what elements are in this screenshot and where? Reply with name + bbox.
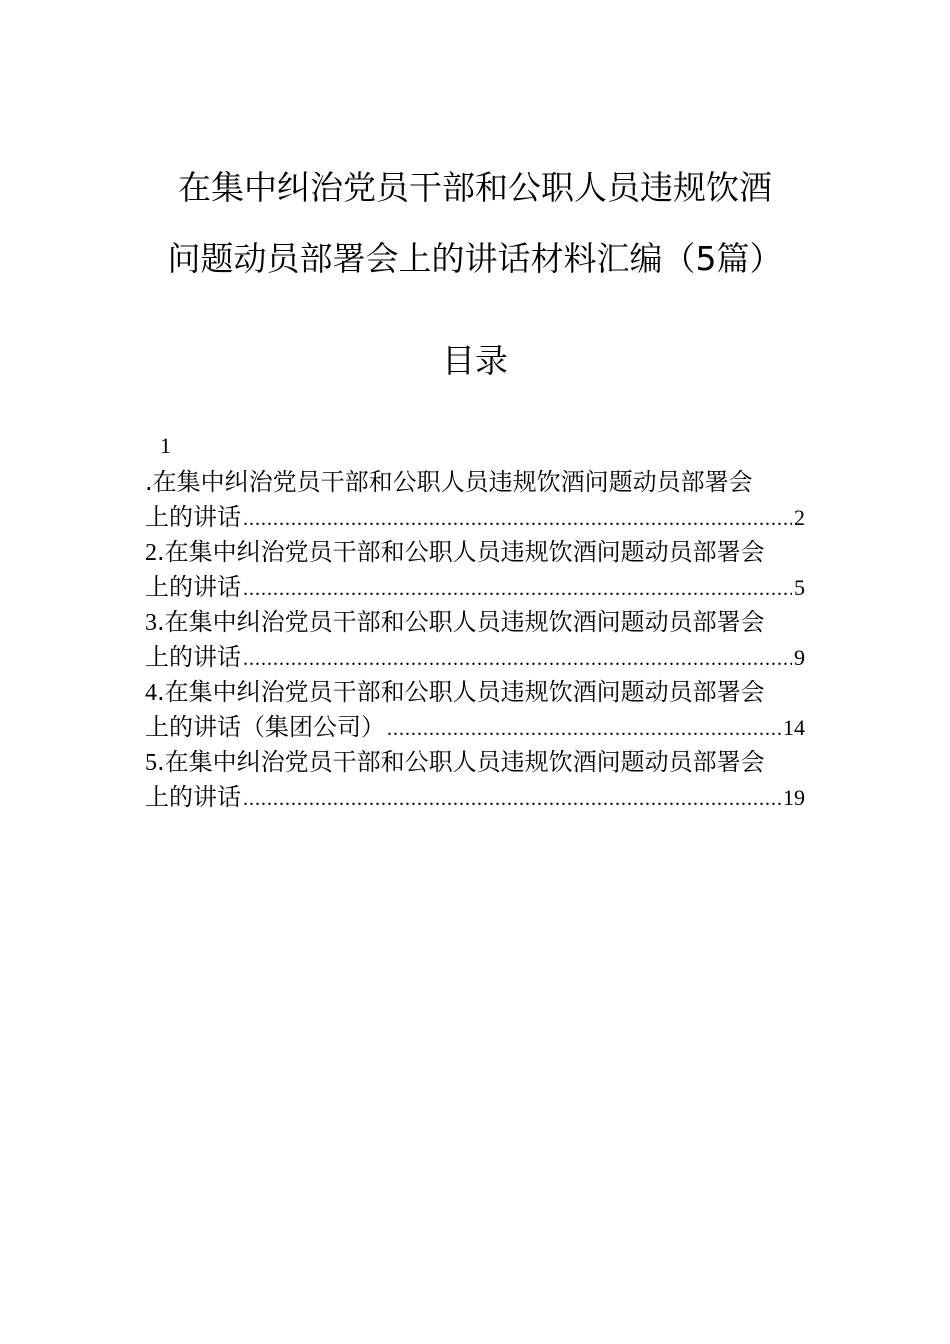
toc-entry-2[interactable]: [145, 535, 805, 605]
toc-entry-continuation: [145, 710, 805, 745]
toc-entry-title: [145, 605, 805, 640]
toc-page-number: 2: [794, 505, 805, 530]
toc-entry-number: 2: [145, 540, 157, 566]
toc-entry-number: 3: [145, 610, 157, 636]
toc-entry-text-cont: 上的讲话: [145, 783, 241, 811]
toc-entry-continuation: [145, 500, 805, 535]
toc-entry-5[interactable]: [145, 745, 805, 815]
toc-entry-title: [145, 745, 805, 780]
toc-page-number: 9: [794, 645, 805, 670]
toc-leader-dots: [243, 782, 781, 815]
toc-leader-dots: [387, 712, 781, 745]
toc-entry-text: .在集中纠治党员干部和公职人员违规饮酒问题动员部署会: [145, 468, 753, 496]
toc-page-number: 5: [794, 575, 805, 600]
toc-entry-number: 4: [145, 680, 157, 706]
toc-entry-text: .在集中纠治党员干部和公职人员违规饮酒问题动员部署会: [157, 748, 765, 776]
toc-entry-text-cont: 上的讲话（集团公司）: [145, 713, 385, 741]
toc-entry-4[interactable]: [145, 675, 805, 745]
toc-entry-continuation: [145, 570, 805, 605]
toc-entry-title: [145, 465, 805, 500]
toc-entry-text-cont: 上的讲话: [145, 573, 241, 601]
table-of-contents: [145, 430, 805, 815]
toc-lead-number: 1: [160, 433, 171, 458]
document-title-line-2: 问题动员部署会上的讲话材料汇编（5篇）: [167, 239, 783, 278]
toc-entry-3[interactable]: [145, 605, 805, 675]
toc-entry-title: [145, 675, 805, 710]
toc-leader-dots: [243, 502, 792, 535]
toc-entry-1[interactable]: [145, 465, 805, 535]
toc-entry-text: .在集中纠治党员干部和公职人员违规饮酒问题动员部署会: [157, 538, 765, 566]
toc-leader-dots: [243, 572, 792, 605]
toc-entry-text: .在集中纠治党员干部和公职人员违规饮酒问题动员部署会: [157, 608, 765, 636]
toc-entry-continuation: [145, 640, 805, 675]
toc-heading: 目录: [442, 341, 508, 380]
toc-entry-number: 5: [145, 750, 157, 776]
toc-page-number: 14: [783, 715, 805, 740]
document-title-line-1: 在集中纠治党员干部和公职人员违规饮酒: [178, 168, 772, 207]
toc-leader-dots: [243, 642, 792, 675]
toc-entry-text-cont: 上的讲话: [145, 503, 241, 531]
toc-page-number: 19: [783, 785, 805, 810]
toc-entry-title: [145, 535, 805, 570]
toc-entry-text: .在集中纠治党员干部和公职人员违规饮酒问题动员部署会: [157, 678, 765, 706]
toc-entry-text-cont: 上的讲话: [145, 643, 241, 671]
toc-entry-continuation: [145, 780, 805, 815]
